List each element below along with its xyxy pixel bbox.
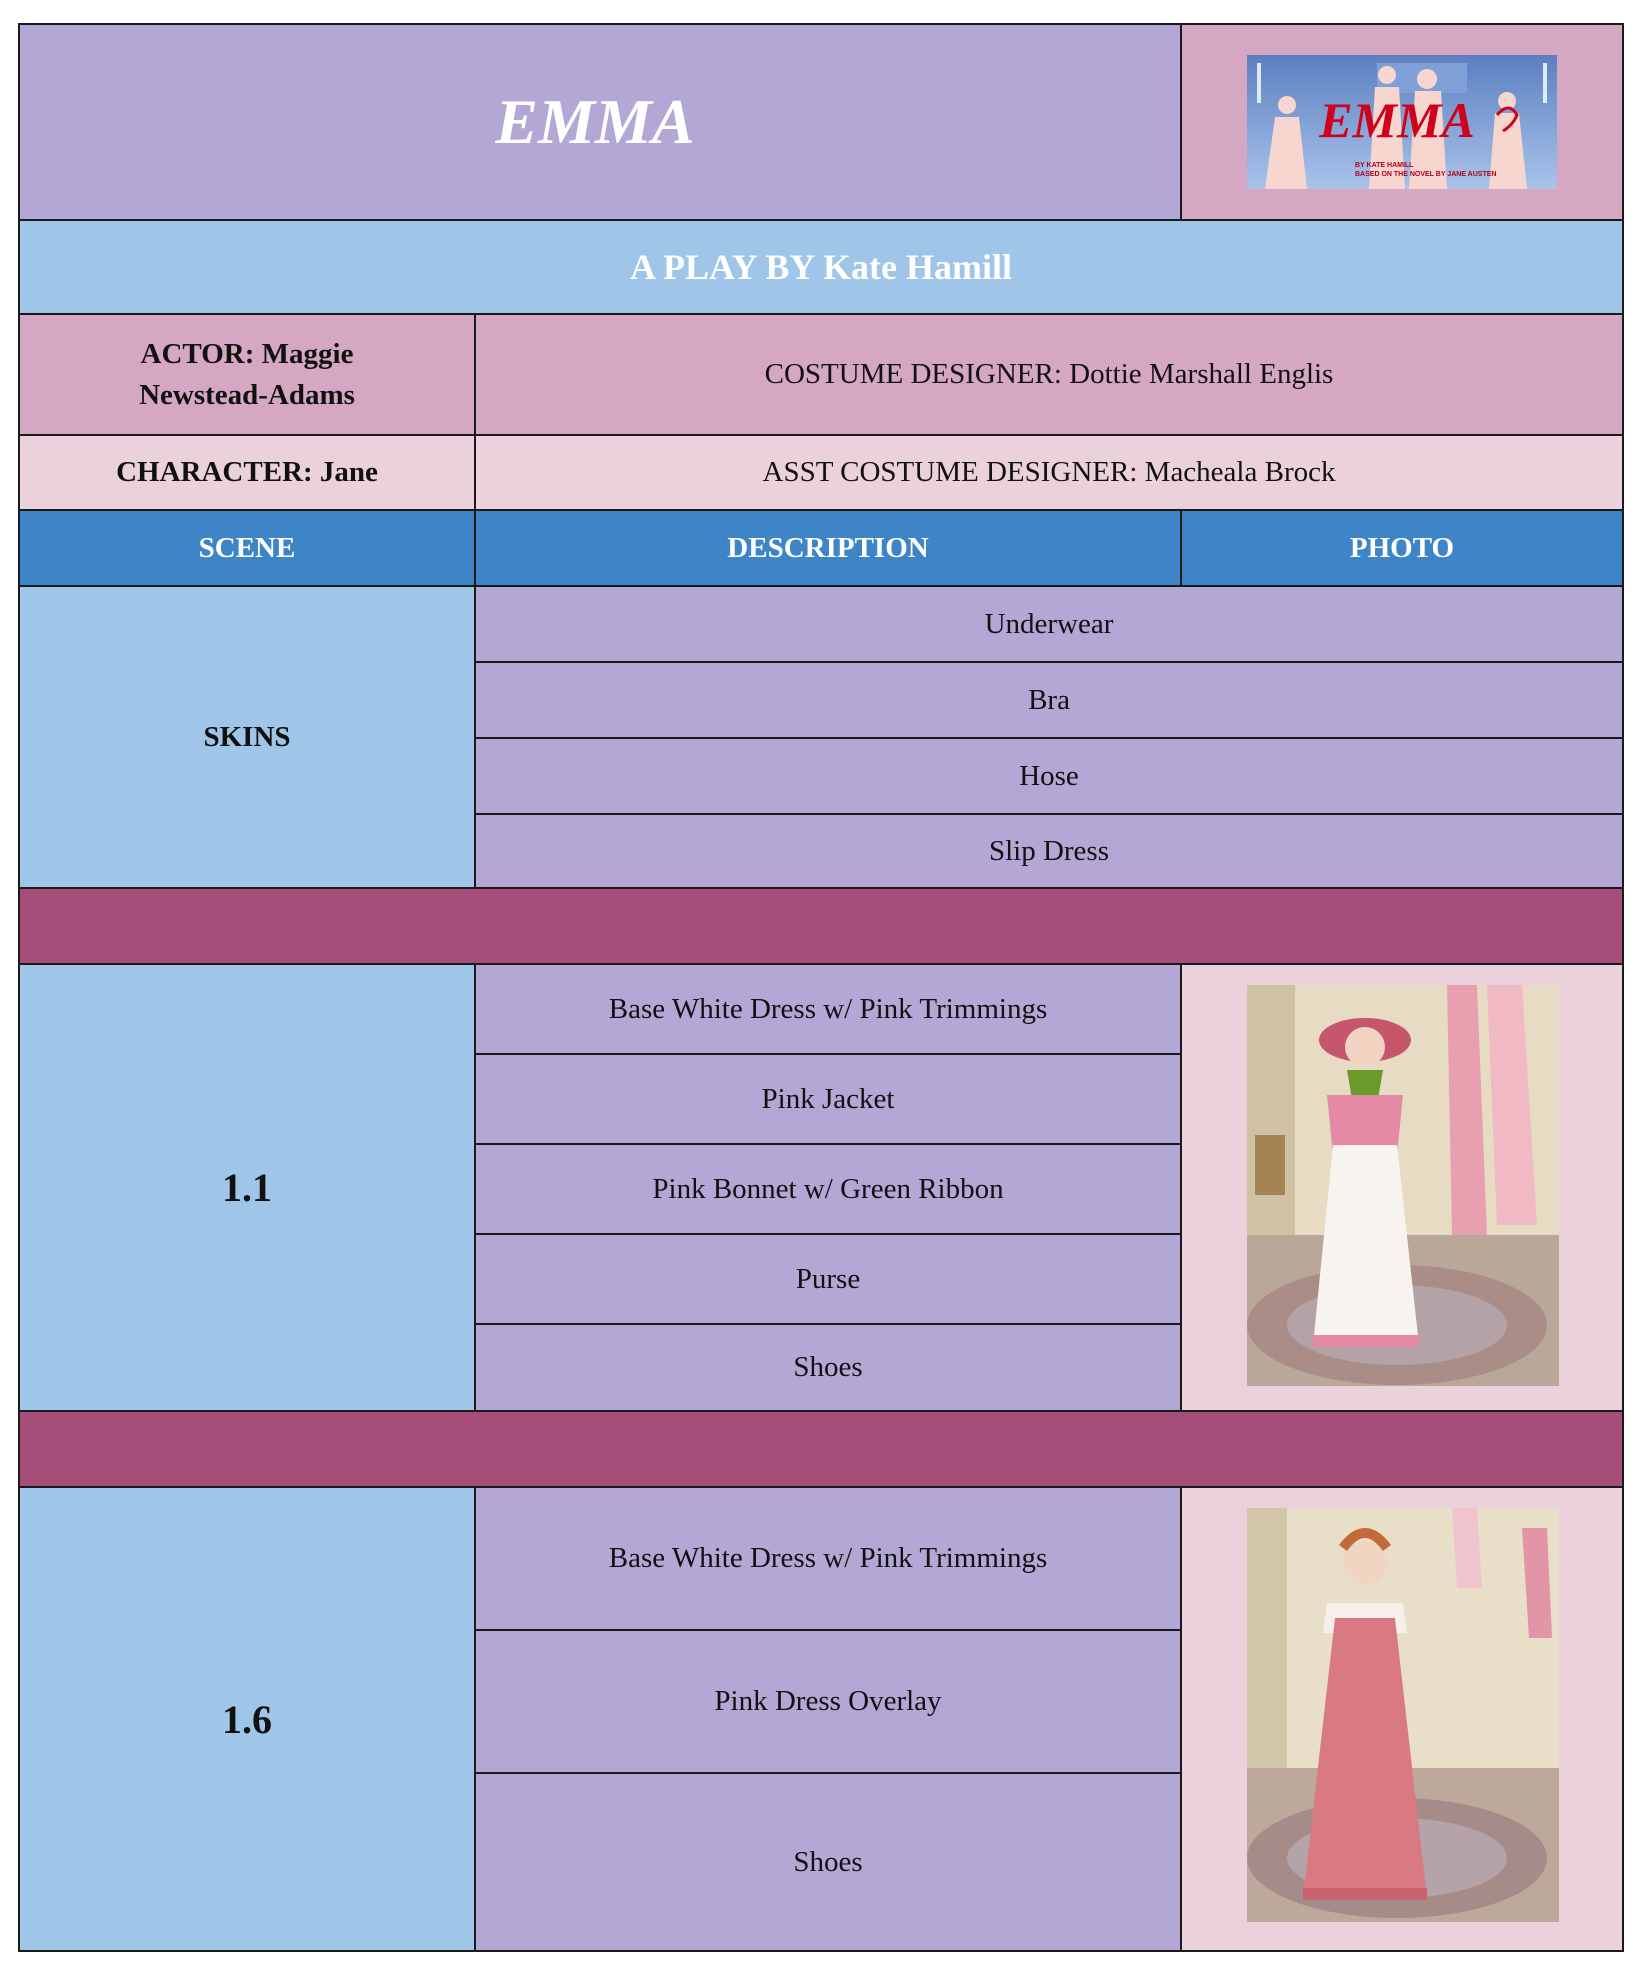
scene-skins-cell — [18, 585, 476, 889]
scene-label: 1.6 — [222, 1696, 272, 1742]
costume-designer-label: COSTUME DESIGNER: Dottie Marshall Englis — [764, 358, 1334, 390]
description-item — [474, 1323, 1182, 1412]
actor-label: ACTOR: Maggie Newstead-Adams — [139, 337, 355, 411]
item-label: Shoes — [793, 1351, 863, 1383]
section-divider — [18, 887, 1624, 965]
header-scene — [18, 509, 476, 587]
item-label: Base White Dress w/ Pink Trimmings — [608, 1542, 1048, 1574]
item-label: Underwear — [984, 607, 1114, 640]
character-label: CHARACTER: Jane — [116, 456, 378, 488]
logo-line1: BY KATE HAMILL — [1355, 162, 1414, 169]
description-item — [474, 737, 1624, 815]
description-item — [474, 1772, 1182, 1952]
description-item — [474, 661, 1624, 739]
item-label: Hose — [1019, 759, 1079, 792]
item-label: Purse — [795, 1262, 861, 1295]
header-description-label: DESCRIPTION — [727, 531, 929, 564]
logo-line2: BASED ON THE NOVEL BY JANE AUSTEN — [1355, 171, 1497, 178]
item-label: Slip Dress — [988, 834, 1110, 867]
description-item — [474, 1233, 1182, 1325]
title-cell — [18, 23, 1182, 221]
header-photo — [1180, 509, 1624, 587]
header-photo-label: PHOTO — [1349, 531, 1455, 564]
item-label: Base White Dress w/ Pink Trimmings — [608, 992, 1048, 1025]
asst-designer-label: ASST COSTUME DESIGNER: Macheala Brock — [762, 456, 1336, 488]
item-label: Shoes — [793, 1845, 863, 1878]
play-subtitle: A PLAY BY Kate Hamill — [629, 247, 1012, 287]
description-item — [474, 1486, 1182, 1631]
description-item — [474, 1143, 1182, 1235]
logo-title: EMMA — [1319, 92, 1475, 148]
scene-1-1-cell — [18, 963, 476, 1412]
description-item — [474, 585, 1624, 663]
item-label: Pink Dress Overlay — [714, 1685, 942, 1717]
character-cell — [18, 434, 476, 511]
photo-cell-1-6 — [1180, 1486, 1624, 1952]
costume-photo — [1247, 1508, 1559, 1922]
costume-designer-cell — [474, 313, 1624, 436]
actor-cell — [18, 313, 476, 436]
description-item — [474, 813, 1624, 889]
asst-designer-cell — [474, 434, 1624, 511]
costume-photo — [1247, 985, 1559, 1386]
description-item — [474, 1053, 1182, 1145]
play-title: EMMA — [495, 86, 695, 157]
section-divider — [18, 1410, 1624, 1488]
description-item — [474, 963, 1182, 1055]
scene-1-6-cell — [18, 1486, 476, 1952]
description-item — [474, 1629, 1182, 1774]
costume-sheet — [18, 23, 1624, 1952]
photo-cell-1-1 — [1180, 963, 1624, 1412]
scene-label: SKINS — [203, 720, 291, 753]
header-description — [474, 509, 1182, 587]
item-label: Pink Bonnet w/ Green Ribbon — [652, 1172, 1004, 1205]
logo-cell — [1180, 23, 1624, 221]
header-scene-label: SCENE — [198, 531, 296, 564]
scene-label: 1.1 — [222, 1165, 272, 1210]
item-label: Bra — [1028, 683, 1070, 716]
emma-logo — [1247, 55, 1557, 189]
item-label: Pink Jacket — [761, 1082, 895, 1115]
subtitle-cell — [18, 219, 1624, 315]
